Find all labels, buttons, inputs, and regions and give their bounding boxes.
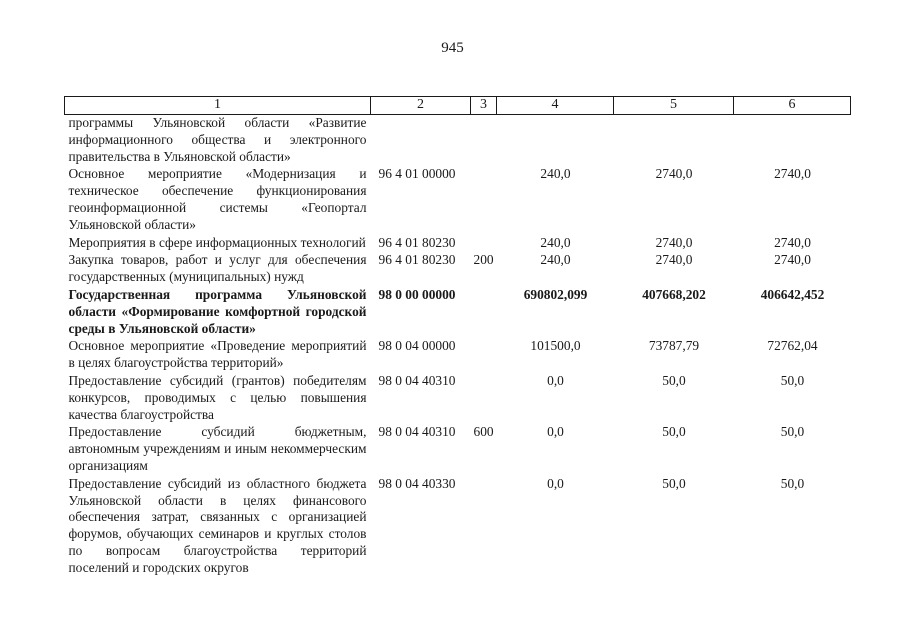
header-col-4: 4 (497, 97, 614, 115)
row-value-col5: 50,0 (662, 372, 686, 388)
table-row (65, 166, 851, 234)
row-value-col6: 2740,0 (774, 234, 811, 250)
row-name-cell: Предоставление субсидий из областного бюджета Ульяновской области в целях финансового обеспечения затрат, связанных с организацией форумов, обучающих семинаров и круглых столов по вопросам благоустройства территорий поселений и городских округов (68, 475, 367, 575)
row-name-cell: Предоставление субсидий бюджетным, автономным учреждениям и иным некоммерческим организациям (68, 424, 367, 473)
row-type-cell (471, 373, 497, 424)
row-value-col5: 407668,202 (642, 286, 706, 302)
row-value-col5 (614, 115, 734, 167)
row-type-cell (471, 476, 497, 578)
row-type-cell (471, 115, 497, 167)
row-value-col5: 50,0 (662, 424, 686, 440)
row-type-cell (471, 235, 497, 253)
row-code-cell: 98 0 00 00000 (378, 286, 456, 302)
table-row (65, 338, 851, 373)
row-code-cell: 96 4 01 80230 (378, 234, 456, 250)
table-row (65, 373, 851, 424)
table-row (65, 252, 851, 287)
row-type-cell (471, 287, 497, 338)
row-code-cell: 96 4 01 00000 (378, 166, 456, 182)
row-value-col6: 50,0 (780, 475, 805, 491)
header-col-2: 2 (371, 97, 471, 115)
row-value-col4: 240,0 (540, 234, 571, 250)
row-type-cell (471, 166, 497, 234)
row-value-col6: 406642,452 (760, 286, 825, 302)
row-value-col6: 50,0 (780, 424, 805, 440)
row-value-col6: 50,0 (780, 372, 805, 388)
row-value-col6: 72762,04 (767, 338, 818, 354)
table-body (65, 115, 851, 578)
row-value-col4: 0,0 (547, 475, 564, 491)
table-row (65, 235, 851, 253)
row-type-cell: 200 (473, 252, 494, 268)
header-col-5: 5 (614, 97, 734, 115)
table-row (65, 424, 851, 475)
row-value-col6: 2740,0 (774, 166, 811, 182)
row-value-col6: 2740,0 (774, 252, 811, 268)
row-code-cell: 98 0 04 40310 (378, 372, 456, 388)
row-type-cell (471, 338, 497, 373)
table-row (65, 115, 851, 167)
table-row (65, 476, 851, 578)
table-header (65, 97, 851, 115)
row-name-cell: Закупка товаров, работ и услуг для обеспечения государственных (муниципальных) нужд (68, 252, 367, 285)
row-value-col4: 0,0 (547, 372, 564, 388)
row-value-col4: 0,0 (547, 424, 564, 440)
row-value-col4: 240,0 (540, 166, 571, 182)
row-value-col4 (497, 115, 614, 167)
row-name-cell: Мероприятия в сфере информационных технологий (68, 234, 366, 250)
row-name-cell: Основное мероприятие «Модернизация и техническое обеспечение функционирования геоинформационной системы «Геопортал Ульяновской области» (68, 166, 367, 232)
row-code-cell: 98 0 04 40310 (378, 424, 456, 440)
row-value-col4: 101500,0 (530, 338, 581, 354)
header-col-3: 3 (471, 97, 497, 115)
row-value-col5: 73787,79 (648, 338, 700, 354)
row-type-cell: 600 (473, 424, 494, 440)
page-number: 945 (441, 40, 464, 56)
row-name-cell: программы Ульяновской области «Развитие информационного общества и электронного правительства в Ульяновской области» (68, 115, 367, 164)
header-col-1: 1 (65, 97, 371, 115)
header-col-6: 6 (734, 97, 851, 115)
row-code-cell: 98 0 04 40330 (378, 475, 456, 491)
header-row (65, 97, 851, 115)
row-code-cell: 98 0 04 00000 (378, 338, 456, 354)
row-value-col6 (734, 115, 851, 167)
row-name-cell: Предоставление субсидий (грантов) победителям конкурсов, проводимых с целью повышения качества благоустройства (68, 372, 367, 422)
budget-table (64, 96, 851, 578)
row-value-col5: 2740,0 (655, 166, 693, 182)
row-name-cell: Государственная программа Ульяновской области «Формирование комфортной городской среды в Ульяновской области» (68, 286, 367, 336)
row-value-col5: 2740,0 (655, 252, 693, 268)
row-value-col4: 240,0 (540, 252, 571, 268)
row-code-cell: 96 4 01 80230 (378, 252, 456, 268)
table-row (65, 287, 851, 338)
row-code-cell (371, 115, 471, 167)
row-value-col5: 50,0 (662, 475, 686, 491)
row-value-col4: 690802,099 (523, 286, 588, 302)
row-value-col5: 2740,0 (655, 234, 693, 250)
row-name-cell: Основное мероприятие «Проведение мероприятий в целях благоустройства территорий» (68, 338, 367, 371)
